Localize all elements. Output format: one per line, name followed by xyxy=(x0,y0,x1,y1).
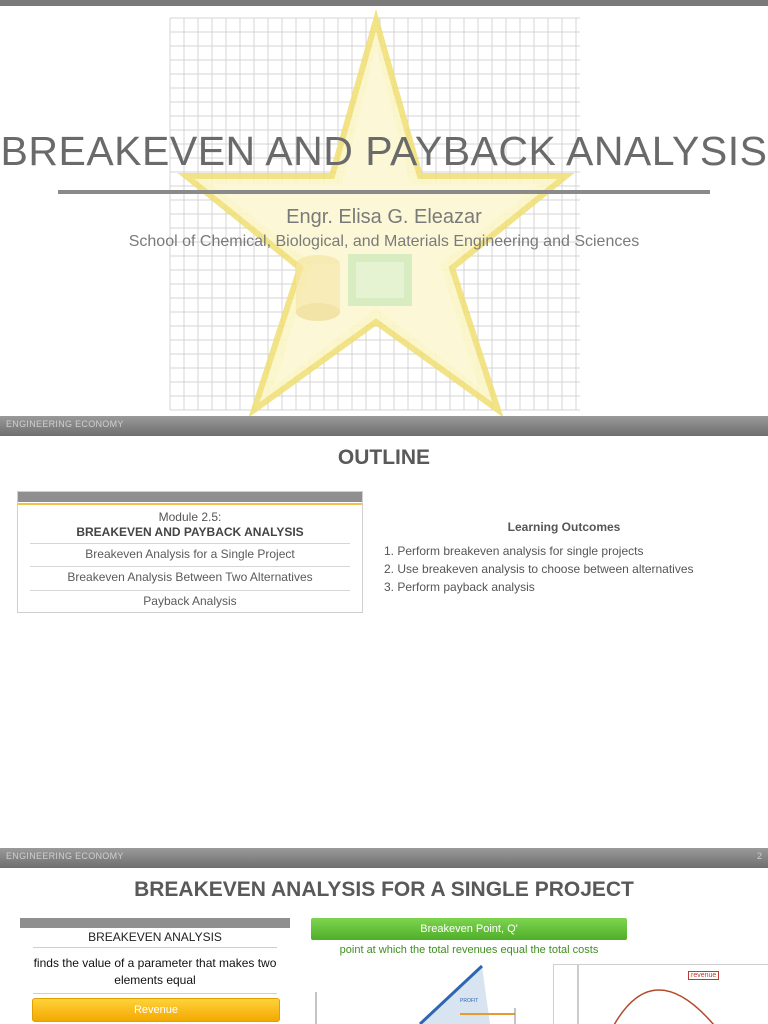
footer-course: ENGINEERING ECONOMY xyxy=(6,851,124,861)
slide-footer xyxy=(0,416,768,436)
box-description: finds the value of a parameter that makes two elements equal xyxy=(33,955,277,994)
profit-label: PROFIT xyxy=(460,998,479,1004)
slide3-title: BREAKEVEN ANALYSIS FOR A SINGLE PROJECT xyxy=(134,878,634,901)
revenue-curve-svg xyxy=(554,965,768,1024)
slide-outline[interactable] xyxy=(0,436,768,848)
page-number: 2 xyxy=(756,851,762,861)
title-rule xyxy=(58,190,710,194)
footer-course: ENGINEERING ECONOMY xyxy=(6,419,124,429)
revenue-tag: revenue xyxy=(688,971,719,980)
slide-title[interactable] xyxy=(0,6,768,416)
module-box xyxy=(17,491,363,613)
module-name: BREAKEVEN AND PAYBACK ANALYSIS xyxy=(76,525,304,539)
revenue-button[interactable]: Revenue xyxy=(32,998,280,1022)
slide-breakeven[interactable] xyxy=(0,868,768,1024)
learning-outcome-item: 2. Use breakeven analysis to choose between alternatives xyxy=(384,562,694,576)
box-title: BREAKEVEN ANALYSIS xyxy=(33,930,277,948)
learning-outcomes-list xyxy=(384,544,694,598)
school-name: School of Chemical, Biological, and Materials Engineering and Sciences xyxy=(128,233,640,250)
profit-chart-thumbnail xyxy=(310,964,520,1024)
learning-outcome-item: 1. Perform breakeven analysis for single projects xyxy=(384,544,644,558)
module-label: Module 2.5: xyxy=(158,510,222,524)
breakeven-description: point at which the total revenues equal the total costs xyxy=(339,944,599,956)
breakeven-point-button[interactable]: Breakeven Point, Q' xyxy=(311,918,627,940)
revenue-chart-thumbnail xyxy=(553,964,768,1024)
author-name: Engr. Elisa G. Eleazar xyxy=(286,206,482,228)
module-item[interactable]: Breakeven Analysis for a Single Project xyxy=(30,543,350,565)
module-header-bar xyxy=(18,492,362,502)
outline-title: OUTLINE xyxy=(337,446,431,469)
box-header-bar xyxy=(20,918,290,928)
module-item[interactable]: Breakeven Analysis Between Two Alternatives xyxy=(30,566,350,588)
learning-outcome-item: 3. Perform payback analysis xyxy=(384,580,535,594)
slide-footer xyxy=(0,848,768,868)
module-item[interactable]: Payback Analysis xyxy=(30,590,350,612)
learning-outcomes-title: Learning Outcomes xyxy=(507,520,621,534)
slide-title-heading: BREAKEVEN AND PAYBACK ANALYSIS xyxy=(0,128,768,174)
module-accent-line xyxy=(18,503,362,505)
revenue-curve xyxy=(614,990,714,1024)
